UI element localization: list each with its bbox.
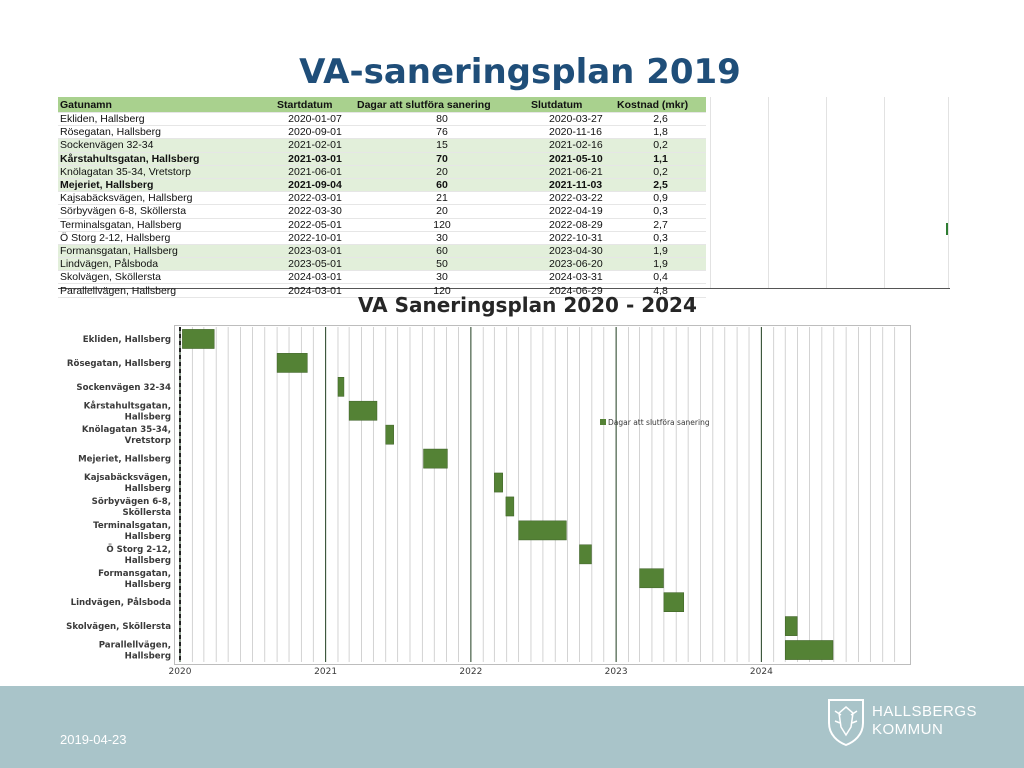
cell-dagar: 76 bbox=[355, 126, 529, 139]
cell-kostnad: 0,2 bbox=[615, 139, 706, 152]
header-kostnad: Kostnad (mkr) bbox=[615, 97, 706, 113]
cell-gatunamn: Knölagatan 35-34, Vretstorp bbox=[58, 165, 275, 178]
cell-dagar: 20 bbox=[355, 205, 529, 218]
y-category-label: Mejeriet, Hallsberg bbox=[78, 454, 171, 465]
cell-startdatum: 2021-03-01 bbox=[275, 152, 355, 165]
cell-slutdatum: 2022-10-31 bbox=[529, 231, 615, 244]
y-category-label: Rösegatan, Hallsberg bbox=[66, 358, 171, 369]
cell-kostnad: 0,3 bbox=[615, 231, 706, 244]
cell-gatunamn: Ekliden, Hallsberg bbox=[58, 113, 275, 126]
municipality-logo bbox=[826, 697, 976, 749]
cell-slutdatum: 2021-05-10 bbox=[529, 152, 615, 165]
cell-startdatum: 2023-05-01 bbox=[275, 258, 355, 271]
y-category-label: Sköllersta bbox=[122, 507, 171, 518]
cell-kostnad: 1,8 bbox=[615, 126, 706, 139]
gantt-bar bbox=[785, 640, 833, 659]
y-category-label: Vretstorp bbox=[124, 436, 171, 447]
y-category-label: Sockenvägen 32-34 bbox=[76, 382, 171, 393]
cell-dagar: 30 bbox=[355, 231, 529, 244]
y-category-label: Ö Storg 2-12, bbox=[106, 544, 171, 555]
gantt-bar bbox=[424, 449, 448, 468]
cell-kostnad: 0,4 bbox=[615, 271, 706, 284]
legend-label: Dagar att slutföra sanering bbox=[608, 418, 710, 427]
x-tick-label: 2024 bbox=[749, 667, 773, 677]
y-category-label: Ekliden, Hallsberg bbox=[82, 334, 171, 345]
cell-startdatum: 2024-03-01 bbox=[275, 271, 355, 284]
cell-gatunamn: Sockenvägen 32-34 bbox=[58, 139, 275, 152]
cell-slutdatum: 2021-11-03 bbox=[529, 178, 615, 191]
gantt-bar bbox=[182, 329, 214, 348]
header-startdatum: Startdatum bbox=[275, 97, 355, 113]
y-category-label: Knölagatan 35-34, bbox=[81, 425, 171, 436]
cell-startdatum: 2021-06-01 bbox=[275, 165, 355, 178]
cell-dagar: 60 bbox=[355, 244, 529, 257]
cell-kostnad: 0,2 bbox=[615, 165, 706, 178]
y-category-label: Hallsberg bbox=[124, 651, 171, 662]
cell-gatunamn: Kajsabäcksvägen, Hallsberg bbox=[58, 192, 275, 205]
cell-slutdatum: 2020-11-16 bbox=[529, 126, 615, 139]
cell-slutdatum: 2022-03-22 bbox=[529, 192, 615, 205]
cell-gatunamn: Ö Storg 2-12, Hallsberg bbox=[58, 231, 275, 244]
x-tick-label: 2021 bbox=[314, 667, 338, 677]
cell-dagar: 15 bbox=[355, 139, 529, 152]
y-category-label: Hallsberg bbox=[124, 555, 171, 566]
y-category-label: Skolvägen, Sköllersta bbox=[66, 622, 171, 633]
cell-kostnad: 0,9 bbox=[615, 192, 706, 205]
cell-startdatum: 2022-10-01 bbox=[275, 231, 355, 244]
cell-startdatum: 2022-03-30 bbox=[275, 205, 355, 218]
gantt-bar bbox=[785, 617, 797, 636]
cell-dagar: 80 bbox=[355, 113, 529, 126]
gantt-bar bbox=[640, 569, 664, 588]
y-category-label: Formansgatan, bbox=[98, 568, 171, 579]
cell-gatunamn: Parallellvägen, Hallsberg bbox=[58, 284, 275, 297]
legend-swatch bbox=[600, 419, 606, 425]
y-category-label: Hallsberg bbox=[124, 531, 171, 542]
cell-slutdatum: 2022-08-29 bbox=[529, 218, 615, 231]
x-tick-label: 2020 bbox=[168, 667, 192, 677]
cell-slutdatum: 2022-04-19 bbox=[529, 205, 615, 218]
y-category-label: Sörbyvägen 6-8, bbox=[91, 496, 171, 507]
cell-startdatum: 2022-05-01 bbox=[275, 218, 355, 231]
gantt-bar bbox=[506, 497, 514, 516]
x-tick-label: 2023 bbox=[604, 667, 628, 677]
cell-gatunamn: Skolvägen, Sköllersta bbox=[58, 271, 275, 284]
cell-startdatum: 2022-03-01 bbox=[275, 192, 355, 205]
gantt-bar bbox=[664, 593, 684, 612]
logo-text-line2: KOMMUN bbox=[872, 721, 944, 738]
cell-dagar: 21 bbox=[355, 192, 529, 205]
logo-text-line1: HALLSBERGS bbox=[872, 703, 978, 720]
cell-dagar: 50 bbox=[355, 258, 529, 271]
footer-bar bbox=[0, 686, 1024, 768]
cell-kostnad: 2,7 bbox=[615, 218, 706, 231]
cell-gatunamn: Rösegatan, Hallsberg bbox=[58, 126, 275, 139]
cell-slutdatum: 2024-03-31 bbox=[529, 271, 615, 284]
cell-kostnad: 1,1 bbox=[615, 152, 706, 165]
header-gatunamn: Gatunamn bbox=[58, 97, 275, 113]
cell-gatunamn: Sörbyvägen 6-8, Sköllersta bbox=[58, 205, 275, 218]
gantt-bar bbox=[277, 353, 307, 372]
cell-slutdatum: 2021-02-16 bbox=[529, 139, 615, 152]
cell-gatunamn: Formansgatan, Hallsberg bbox=[58, 244, 275, 257]
cell-kostnad: 1,9 bbox=[615, 244, 706, 257]
cell-slutdatum: 2023-06-20 bbox=[529, 258, 615, 271]
x-tick-label: 2022 bbox=[459, 667, 483, 677]
cell-kostnad: 2,6 bbox=[615, 113, 706, 126]
y-category-label: Hallsberg bbox=[124, 412, 171, 423]
cell-kostnad: 2,5 bbox=[615, 178, 706, 191]
cell-dagar: 120 bbox=[355, 284, 529, 297]
cell-dagar: 60 bbox=[355, 178, 529, 191]
y-category-label: Terminalsgatan, bbox=[93, 520, 171, 531]
gantt-bar bbox=[580, 545, 592, 564]
cell-slutdatum: 2024-06-29 bbox=[529, 284, 615, 297]
cell-startdatum: 2021-09-04 bbox=[275, 178, 355, 191]
y-category-label: Kajsabäcksvägen, bbox=[84, 473, 171, 484]
coat-of-arms-icon bbox=[826, 697, 866, 747]
header-slutdatum: Slutdatum bbox=[529, 97, 615, 113]
y-category-label: Lindvägen, Pålsboda bbox=[70, 598, 171, 609]
y-category-label: Hallsberg bbox=[124, 484, 171, 495]
slide-title: VA-saneringsplan 2019 bbox=[299, 52, 741, 92]
cell-slutdatum: 2020-03-27 bbox=[529, 113, 615, 126]
cell-gatunamn: Kårstahultsgatan, Hallsberg bbox=[58, 152, 275, 165]
y-category-label: Hallsberg bbox=[124, 579, 171, 590]
gantt-bar bbox=[494, 473, 502, 492]
cell-startdatum: 2020-09-01 bbox=[275, 126, 355, 139]
header-dagar: Dagar att slutföra sanering bbox=[355, 97, 529, 113]
y-category-label: Kårstahultsgatan, bbox=[83, 401, 171, 412]
cell-dagar: 70 bbox=[355, 152, 529, 165]
cell-startdatum: 2020-01-07 bbox=[275, 113, 355, 126]
cell-startdatum: 2021-02-01 bbox=[275, 139, 355, 152]
gantt-bar bbox=[338, 377, 344, 396]
chart-title: VA Saneringsplan 2020 - 2024 bbox=[358, 293, 697, 317]
slide-date: 2019-04-23 bbox=[60, 732, 127, 747]
cell-slutdatum: 2021-06-21 bbox=[529, 165, 615, 178]
cell-kostnad: 1,9 bbox=[615, 258, 706, 271]
gantt-bar bbox=[349, 401, 377, 420]
cell-startdatum: 2023-03-01 bbox=[275, 244, 355, 257]
y-category-label: Parallellvägen, bbox=[98, 640, 171, 651]
cell-dagar: 30 bbox=[355, 271, 529, 284]
cell-dagar: 120 bbox=[355, 218, 529, 231]
cell-kostnad: 4,8 bbox=[615, 284, 706, 297]
cell-kostnad: 0,3 bbox=[615, 205, 706, 218]
cell-dagar: 20 bbox=[355, 165, 529, 178]
cell-gatunamn: Lindvägen, Pålsboda bbox=[58, 258, 275, 271]
cell-gatunamn: Terminalsgatan, Hallsberg bbox=[58, 218, 275, 231]
cell-gatunamn: Mejeriet, Hallsberg bbox=[58, 178, 275, 191]
gantt-bar bbox=[519, 521, 567, 540]
cell-startdatum: 2024-03-01 bbox=[275, 284, 355, 297]
gantt-bar bbox=[386, 425, 394, 444]
cell-slutdatum: 2023-04-30 bbox=[529, 244, 615, 257]
